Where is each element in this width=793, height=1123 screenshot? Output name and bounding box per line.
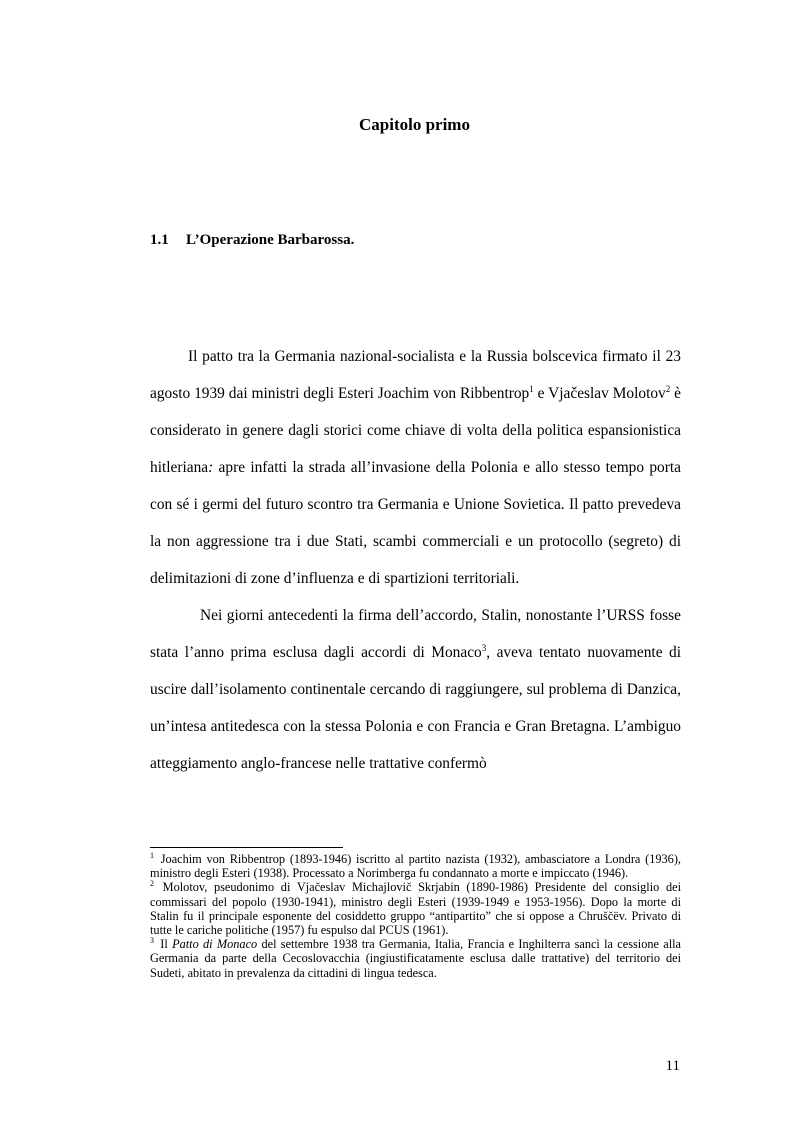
- paragraph-1-part-4: apre infatti la strada all’invasione della Polonia e allo stesso tempo porta con sé i germi del futuro scontro tra Germania e Unione Sovietica. Il patto prevedeva la non aggressione tra i due Stati, scambi commerciali e un protocollo (segreto) di delimitazioni di zone d’influenza e di spartizioni territoriali.: [150, 459, 681, 587]
- footnote-ref-2: 2: [665, 383, 671, 394]
- section-heading: [150, 232, 354, 249]
- paragraph-2-part-1: Nei giorni antecedenti la firma dell’accordo, Stalin, nonostante l’URSS fosse stata l’anno prima esclusa dagli accordi di Monaco: [150, 607, 681, 661]
- page-number: 11: [665, 1058, 680, 1074]
- footnote-3-marker: 3: [150, 936, 154, 946]
- footnote-1-text: Joachim von Ribbentrop (1893-1946) iscritto al partito nazista (1932), ambasciatore a Londra (1936), ministro degli Esteri (1938). Processato a Norimberga fu condannato a morte e impiccato (1946).: [150, 852, 681, 881]
- footnotes: [150, 852, 681, 980]
- body-text: [150, 338, 681, 782]
- section-title: L’Operazione Barbarossa.: [186, 232, 355, 248]
- paragraph-1-part-1: Il patto tra la Germania nazional-socialista e la Russia bolscevica firmato il 23 agosto 1939 dai ministri degli Esteri Joachim von Ribbentrop: [150, 348, 681, 402]
- paragraph-1-part-3: è considerato in genere dagli storici come chiave di volta della politica espansionistica hitleriana: [150, 385, 682, 476]
- footnote-3-prefix: Il: [156, 937, 173, 952]
- paragraph-2-part-2: , aveva tentato nuovamente di uscire dall’isolamento continentale cercando di raggiungere, sul problema di Danzica, un’intesa antitedesca con la stessa Polonia e con Francia e Gran Bretagna. L’ambiguo atteggiamento anglo-francese nelle trattative confermò: [150, 644, 681, 772]
- footnote-3: [150, 937, 681, 980]
- footnote-1-marker: 1: [150, 850, 154, 860]
- chapter-title: Capitolo primo: [359, 115, 470, 134]
- footnote-3-text: del settembre 1938 tra Germania, Italia, Francia e Inghilterra sancì la cessione alla Germania da parte della Cecoslovacchia (ingiustificatamente esclusa dalle trattative) del territorio dei Sudeti, abitato in prevalenza da cittadini di lingua tedesca.: [150, 937, 681, 980]
- footnote-ref-3: 3: [481, 642, 487, 653]
- paragraph-1-colon: :: [208, 459, 214, 476]
- paragraph-1-part-2: e Vjačeslav Molotov: [533, 385, 666, 402]
- footnote-2-text: Molotov, pseudonimo di Vjačeslav Michajlovič Skrjabin (1890-1986) Presidente del consiglio dei commissari del popolo (1930-1941), ministro degli Esteri (1939-1949 e 1953-1956). Dopo la morte di Stalin fu il principale esponente del cosiddetto gruppo “antipartito” che si oppose a Chruščëv. Privato di tutte le cariche politiche (1957) fu espulso dal PCUS (1961).: [150, 880, 681, 938]
- footnote-1: [150, 852, 681, 880]
- section-number: 1.1: [150, 232, 169, 248]
- footnote-ref-1: 1: [529, 383, 534, 394]
- paragraph-2: [150, 597, 681, 782]
- footnote-2: [150, 880, 681, 937]
- footnote-3-italic-title: Patto di Monaco: [172, 937, 258, 952]
- paragraph-1: [150, 338, 681, 597]
- footnote-2-marker: 2: [150, 879, 154, 889]
- footnote-divider: [150, 847, 343, 848]
